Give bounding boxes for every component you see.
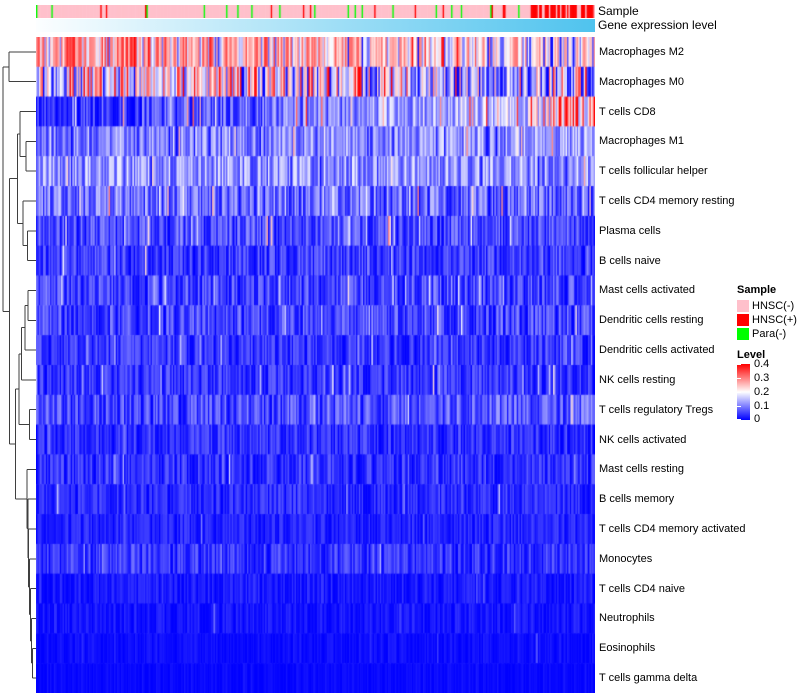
row-label: Monocytes <box>599 552 653 565</box>
row-label: Macrophages M0 <box>599 75 684 88</box>
level-tick-label: 0.3 <box>754 372 770 384</box>
row-label: T cells gamma delta <box>599 672 698 685</box>
row-label: T cells CD8 <box>599 105 656 118</box>
row-label: Mast cells resting <box>599 463 684 476</box>
row-label: Eosinophils <box>599 642 656 655</box>
legend-item-hnsc-pos <box>737 313 800 327</box>
legend-item-hnsc-neg <box>737 299 800 313</box>
level-legend-title: Level <box>737 349 766 361</box>
row-label: Dendritic cells activated <box>599 344 715 357</box>
level-tick-mark <box>737 419 741 420</box>
level-tick-mark <box>737 378 741 379</box>
hnsc-neg-swatch <box>737 300 749 312</box>
legend-item-para-neg <box>737 327 800 341</box>
row-label: T cells CD4 memory resting <box>599 195 735 207</box>
legend-item-label: HNSC(+) <box>752 314 797 326</box>
row-label: Dendritic cells resting <box>599 314 704 327</box>
row-label: Plasma cells <box>599 224 661 237</box>
row-label: Macrophages M1 <box>599 135 684 148</box>
level-tick-mark <box>737 392 741 393</box>
legend-item-label: HNSC(-) <box>752 300 795 312</box>
sample-track-label: Sample <box>598 4 639 18</box>
row-label: B cells naive <box>599 254 661 267</box>
row-label: NK cells resting <box>599 373 676 386</box>
legend <box>737 284 800 425</box>
row-label: Neutrophils <box>599 612 655 625</box>
gene-expression-track-label: Gene expression level <box>598 18 717 32</box>
row-label: T cells CD4 memory activated <box>599 523 746 535</box>
row-dendrogram <box>0 0 38 700</box>
row-label: T cells follicular helper <box>599 165 708 178</box>
row-label: T cells CD4 naive <box>599 582 685 595</box>
level-tick-label: 0.4 <box>754 358 770 370</box>
sample-legend-title: Sample <box>737 284 777 296</box>
row-label: Macrophages M2 <box>599 45 684 58</box>
legend-item-label: Para(-) <box>752 328 787 340</box>
level-tick-mark <box>737 406 741 407</box>
level-tick-label: 0.2 <box>754 386 770 398</box>
para-neg-swatch <box>737 328 749 340</box>
row-label: B cells memory <box>599 493 675 506</box>
row-label: T cells regulatory Tregs <box>599 403 714 416</box>
hnsc-pos-swatch <box>737 314 749 326</box>
heatmap-canvas <box>36 37 595 693</box>
level-legend <box>737 349 800 425</box>
level-tick-mark <box>737 364 741 365</box>
level-tick-label: 0.1 <box>754 400 770 412</box>
sample-annotation-bar <box>36 5 595 18</box>
row-label: Mast cells activated <box>599 284 695 297</box>
level-colorbar-wrap <box>737 358 800 425</box>
level-tick-label: 0 <box>754 413 761 425</box>
gene-expression-annotation-bar <box>36 19 595 32</box>
row-label: NK cells activated <box>599 433 687 446</box>
